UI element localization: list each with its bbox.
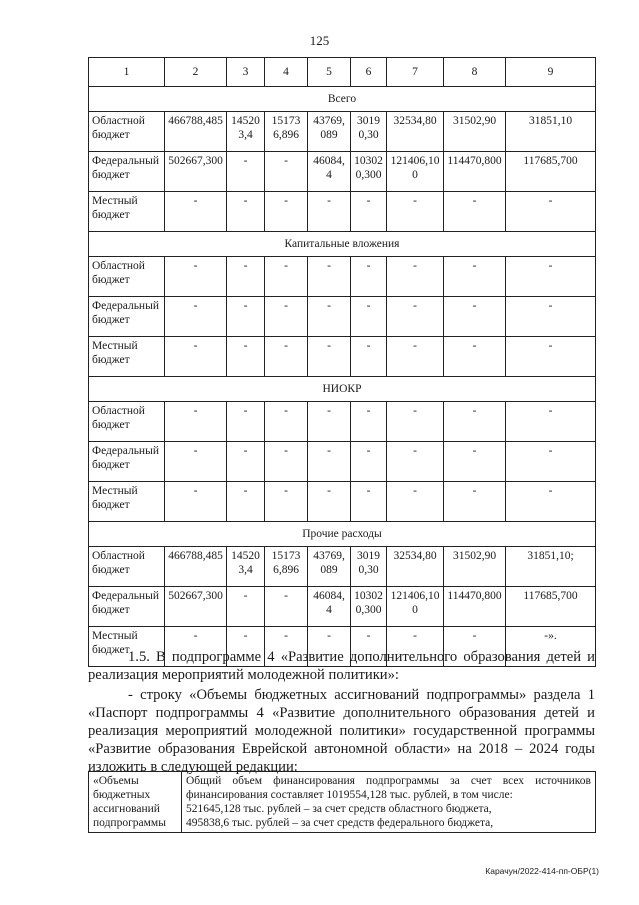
table-cell: - [444, 257, 506, 297]
table-cell: - [165, 482, 227, 522]
table-cell: - [165, 297, 227, 337]
table-cell: -». [506, 627, 596, 667]
passport-line-regional: 521645,128 тыс. рублей – за счет средств областного бюджета, [186, 803, 492, 815]
table-cell: - [351, 337, 387, 377]
section-title: Прочие расходы [89, 522, 596, 547]
table-cell: - [387, 627, 444, 667]
table-section-row [89, 522, 596, 547]
table-section-row [89, 232, 596, 257]
row-label: Местный бюджет [89, 192, 165, 232]
table-row [89, 112, 596, 152]
column-header: 9 [506, 58, 596, 87]
table-cell: - [308, 442, 351, 482]
row-label: Местный бюджет [89, 337, 165, 377]
paragraph-subprogram-4: 1.5. В подпрограмме 4 «Развитие дополнительного образования детей и реализация мероприятий молодежной политики»: [88, 649, 595, 683]
column-header: 6 [351, 58, 387, 87]
table-cell: - [351, 192, 387, 232]
table-cell: 151736,896 [265, 547, 308, 587]
row-label: Федеральный бюджет [89, 442, 165, 482]
table-cell: - [506, 297, 596, 337]
table-cell: - [444, 297, 506, 337]
table-cell: - [351, 297, 387, 337]
table-cell: - [265, 257, 308, 297]
table-cell: 46084,4 [308, 587, 351, 627]
column-header: 8 [444, 58, 506, 87]
table-cell: - [265, 192, 308, 232]
table-cell: - [387, 192, 444, 232]
table-cell: - [308, 627, 351, 667]
table-cell: - [387, 337, 444, 377]
table-cell: - [444, 337, 506, 377]
table-cell: - [351, 482, 387, 522]
table-cell: - [308, 482, 351, 522]
table-cell: - [227, 627, 265, 667]
table-cell: 117685,700 [506, 587, 596, 627]
table-cell: 114470,800 [444, 587, 506, 627]
table-cell: 145203,4 [227, 112, 265, 152]
table-cell: - [444, 627, 506, 667]
table-cell: 32534,80 [387, 112, 444, 152]
table-cell: - [265, 402, 308, 442]
row-label: Федеральный бюджет [89, 297, 165, 337]
table-header-row [89, 58, 596, 87]
table-row [89, 192, 596, 232]
row-label: Федеральный бюджет [89, 587, 165, 627]
table-cell: 121406,100 [387, 152, 444, 192]
table-cell: - [387, 442, 444, 482]
table-cell: - [265, 297, 308, 337]
table-cell: 31851,10 [506, 112, 596, 152]
table-row [89, 587, 596, 627]
table-cell: 103020,300 [351, 587, 387, 627]
row-label: Областной бюджет [89, 257, 165, 297]
section-title: НИОКР [89, 377, 596, 402]
row-label: Местный бюджет [89, 482, 165, 522]
table-cell: - [165, 337, 227, 377]
table-cell: - [387, 482, 444, 522]
table-cell: 30190,30 [351, 547, 387, 587]
table-cell: - [444, 442, 506, 482]
table-cell: 43769,089 [308, 112, 351, 152]
table-row [89, 402, 596, 442]
table-cell: 151736,896 [265, 112, 308, 152]
table-cell: 31851,10; [506, 547, 596, 587]
column-header: 7 [387, 58, 444, 87]
table-row [89, 547, 596, 587]
table-cell: - [387, 402, 444, 442]
table-cell: 502667,300 [165, 587, 227, 627]
table-cell: - [308, 402, 351, 442]
table-cell: - [227, 297, 265, 337]
passport-label: «Объемы бюджетных ассигнований подпрограммы [89, 772, 182, 833]
budget-table-body [89, 58, 596, 667]
budget-table [88, 57, 596, 667]
table-cell: - [265, 482, 308, 522]
page-number: 125 [309, 33, 330, 48]
column-header: 3 [227, 58, 265, 87]
table-row [89, 297, 596, 337]
table-cell: 502667,300 [165, 152, 227, 192]
section-title: Всего [89, 87, 596, 112]
table-cell: - [506, 192, 596, 232]
table-row [89, 337, 596, 377]
table-cell: - [506, 257, 596, 297]
table-cell: 43769,089 [308, 547, 351, 587]
table-cell: - [165, 192, 227, 232]
row-label: Федеральный бюджет [89, 152, 165, 192]
row-label: Местный бюджет [89, 627, 165, 667]
table-cell: - [227, 482, 265, 522]
table-cell: - [387, 297, 444, 337]
row-label: Областной бюджет [89, 112, 165, 152]
column-header: 5 [308, 58, 351, 87]
table-cell: 466788,485 [165, 112, 227, 152]
table-cell: - [265, 152, 308, 192]
row-label: Областной бюджет [89, 547, 165, 587]
table-cell: - [351, 402, 387, 442]
table-section-row [89, 87, 596, 112]
table-cell: - [227, 337, 265, 377]
table-cell: 46084,4 [308, 152, 351, 192]
table-row [89, 482, 596, 522]
table-cell: - [506, 337, 596, 377]
table-cell: - [351, 627, 387, 667]
table-cell: 103020,300 [351, 152, 387, 192]
table-cell: - [308, 337, 351, 377]
table-cell: 30190,30 [351, 112, 387, 152]
table-cell: - [506, 482, 596, 522]
table-cell: - [165, 257, 227, 297]
table-cell: 31502,90 [444, 547, 506, 587]
table-cell: - [506, 442, 596, 482]
passport-line-total: Общий объем финансирования подпрограммы за счет всех источников финансирования составляет 1019554,128 тыс. рублей, в том числе: [186, 775, 591, 801]
passport-line-federal: 495838,6 тыс. рублей – за счет средств федерального бюджета, [186, 817, 494, 829]
table-section-row [89, 377, 596, 402]
paragraph-row-replacement: - строку «Объемы бюджетных ассигнований подпрограммы» раздела 1 «Паспорт подпрограммы 4 «Развитие дополнительного образования детей и реализация мероприятий молодежной политики» государственной программы «Развитие образования Еврейской автономной области» на 2018 – 2024 годы изложить в следующей редакции: [88, 687, 595, 775]
table-cell: - [227, 152, 265, 192]
table-cell: 466788,485 [165, 547, 227, 587]
table-cell: - [308, 297, 351, 337]
table-row [89, 152, 596, 192]
passport-content [182, 772, 596, 833]
table-cell: - [444, 402, 506, 442]
table-cell: 31502,90 [444, 112, 506, 152]
table-cell: - [387, 257, 444, 297]
table-cell: - [227, 402, 265, 442]
document-footer-code: Карачун/2022-414-пп-ОБР(1) [485, 866, 599, 876]
table-cell: - [444, 192, 506, 232]
table-cell: 32534,80 [387, 547, 444, 587]
table-cell: - [265, 587, 308, 627]
table-cell: - [165, 402, 227, 442]
table-cell: - [227, 257, 265, 297]
table-cell: - [227, 442, 265, 482]
column-header: 4 [265, 58, 308, 87]
section-title: Капитальные вложения [89, 232, 596, 257]
table-cell: - [265, 442, 308, 482]
table-cell: - [265, 337, 308, 377]
table-cell: 121406,100 [387, 587, 444, 627]
table-cell: - [265, 627, 308, 667]
column-header: 2 [165, 58, 227, 87]
table-cell: - [165, 442, 227, 482]
table-row [89, 442, 596, 482]
table-cell: - [351, 442, 387, 482]
table-cell: - [308, 192, 351, 232]
passport-row [89, 772, 596, 833]
passport-table [88, 771, 596, 833]
table-cell: - [227, 192, 265, 232]
table-cell: 117685,700 [506, 152, 596, 192]
table-cell: 114470,800 [444, 152, 506, 192]
row-label: Областной бюджет [89, 402, 165, 442]
table-cell: - [444, 482, 506, 522]
table-cell: - [165, 627, 227, 667]
table-cell: 145203,4 [227, 547, 265, 587]
table-cell: - [308, 257, 351, 297]
table-cell: - [506, 402, 596, 442]
table-cell: - [227, 587, 265, 627]
column-header: 1 [89, 58, 165, 87]
table-cell: - [351, 257, 387, 297]
table-row [89, 257, 596, 297]
